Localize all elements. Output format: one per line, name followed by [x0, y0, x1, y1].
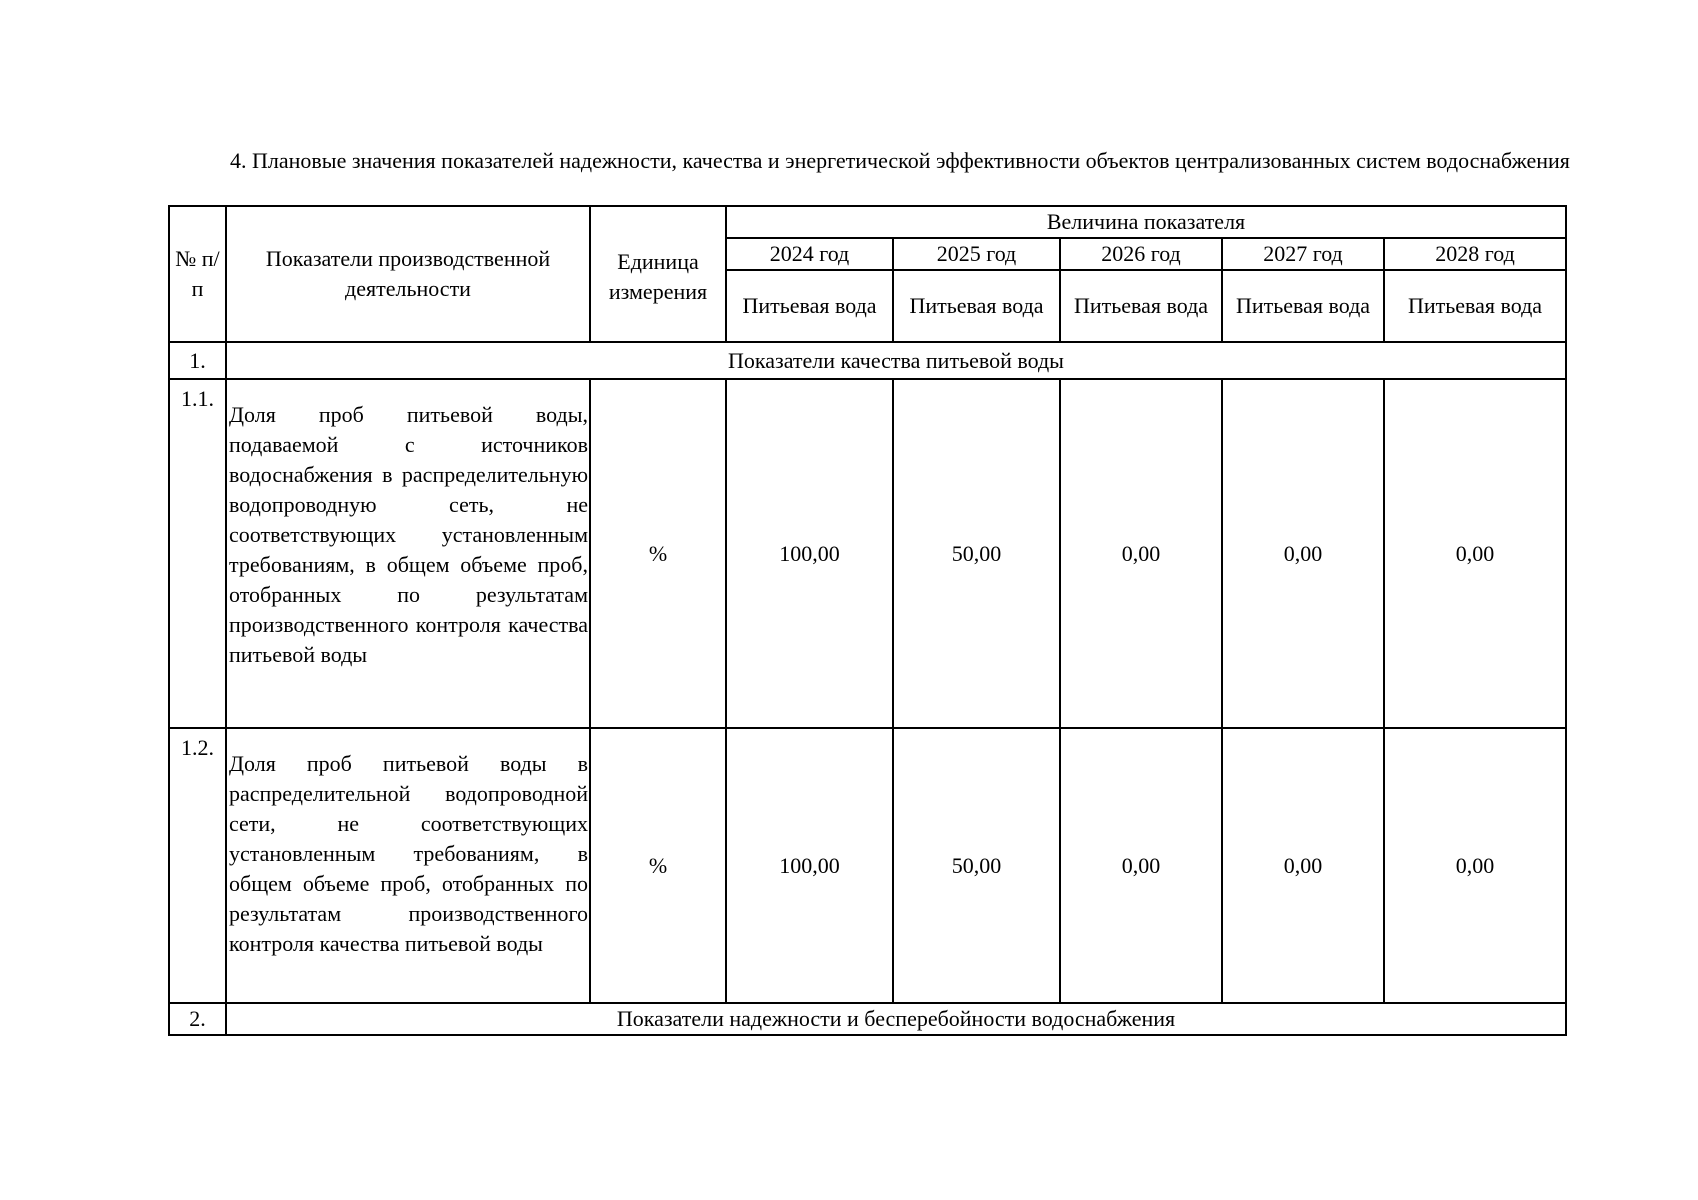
section-title: Показатели надежности и бесперебойности водоснабжения: [226, 1003, 1566, 1035]
header-row: [169, 206, 1566, 238]
header-water-type: Питьевая вода: [893, 270, 1060, 342]
row-indicator: Доля проб питьевой воды, подаваемой с источников водоснабжения в распределительную водопроводную сеть, не соответствующих установленным требованиям, в общем объеме проб, отобранных по результатам производственного контроля качества питьевой воды: [226, 379, 590, 728]
header-value-group: Величина показателя: [726, 206, 1566, 238]
row-value: 50,00: [893, 379, 1060, 728]
section-row: [169, 1003, 1566, 1035]
row-value: 0,00: [1384, 728, 1566, 1003]
section-number: 2.: [169, 1003, 226, 1035]
indicators-table: [168, 205, 1567, 1036]
row-unit: %: [590, 379, 726, 728]
header-water-type: Питьевая вода: [1384, 270, 1566, 342]
header-unit: Единица измерения: [590, 206, 726, 342]
header-year: 2026 год: [1060, 238, 1222, 270]
row-unit: %: [590, 728, 726, 1003]
row-value: 0,00: [1222, 379, 1384, 728]
row-value: 0,00: [1384, 379, 1566, 728]
header-water-type: Питьевая вода: [1222, 270, 1384, 342]
row-value: 50,00: [893, 728, 1060, 1003]
row-number: 1.2.: [169, 728, 226, 1003]
row-value: 0,00: [1060, 379, 1222, 728]
row-number: 1.1.: [169, 379, 226, 728]
header-water-type: Питьевая вода: [1060, 270, 1222, 342]
section-title: Показатели качества питьевой воды: [226, 342, 1566, 379]
row-value: 0,00: [1222, 728, 1384, 1003]
row-value: 0,00: [1060, 728, 1222, 1003]
row-value: 100,00: [726, 379, 893, 728]
header-number: № п/п: [169, 206, 226, 342]
header-water-type: Питьевая вода: [726, 270, 893, 342]
header-year: 2028 год: [1384, 238, 1566, 270]
header-year: 2025 год: [893, 238, 1060, 270]
header-year: 2027 год: [1222, 238, 1384, 270]
table-row: [169, 728, 1566, 1003]
section-row: [169, 342, 1566, 379]
header-indicator: Показатели производственной деятельности: [226, 206, 590, 342]
document-heading: 4. Плановые значения показателей надежности, качества и энергетической эффективности объектов централизованных систем водоснабжения: [230, 148, 1570, 173]
table-row: [169, 379, 1566, 728]
header-year: 2024 год: [726, 238, 893, 270]
section-number: 1.: [169, 342, 226, 379]
row-value: 100,00: [726, 728, 893, 1003]
row-indicator: Доля проб питьевой воды в распределительной водопроводной сети, не соответствующих установленным требованиям, в общем объеме проб, отобранных по результатам производственного контроля качества питьевой воды: [226, 728, 590, 1003]
